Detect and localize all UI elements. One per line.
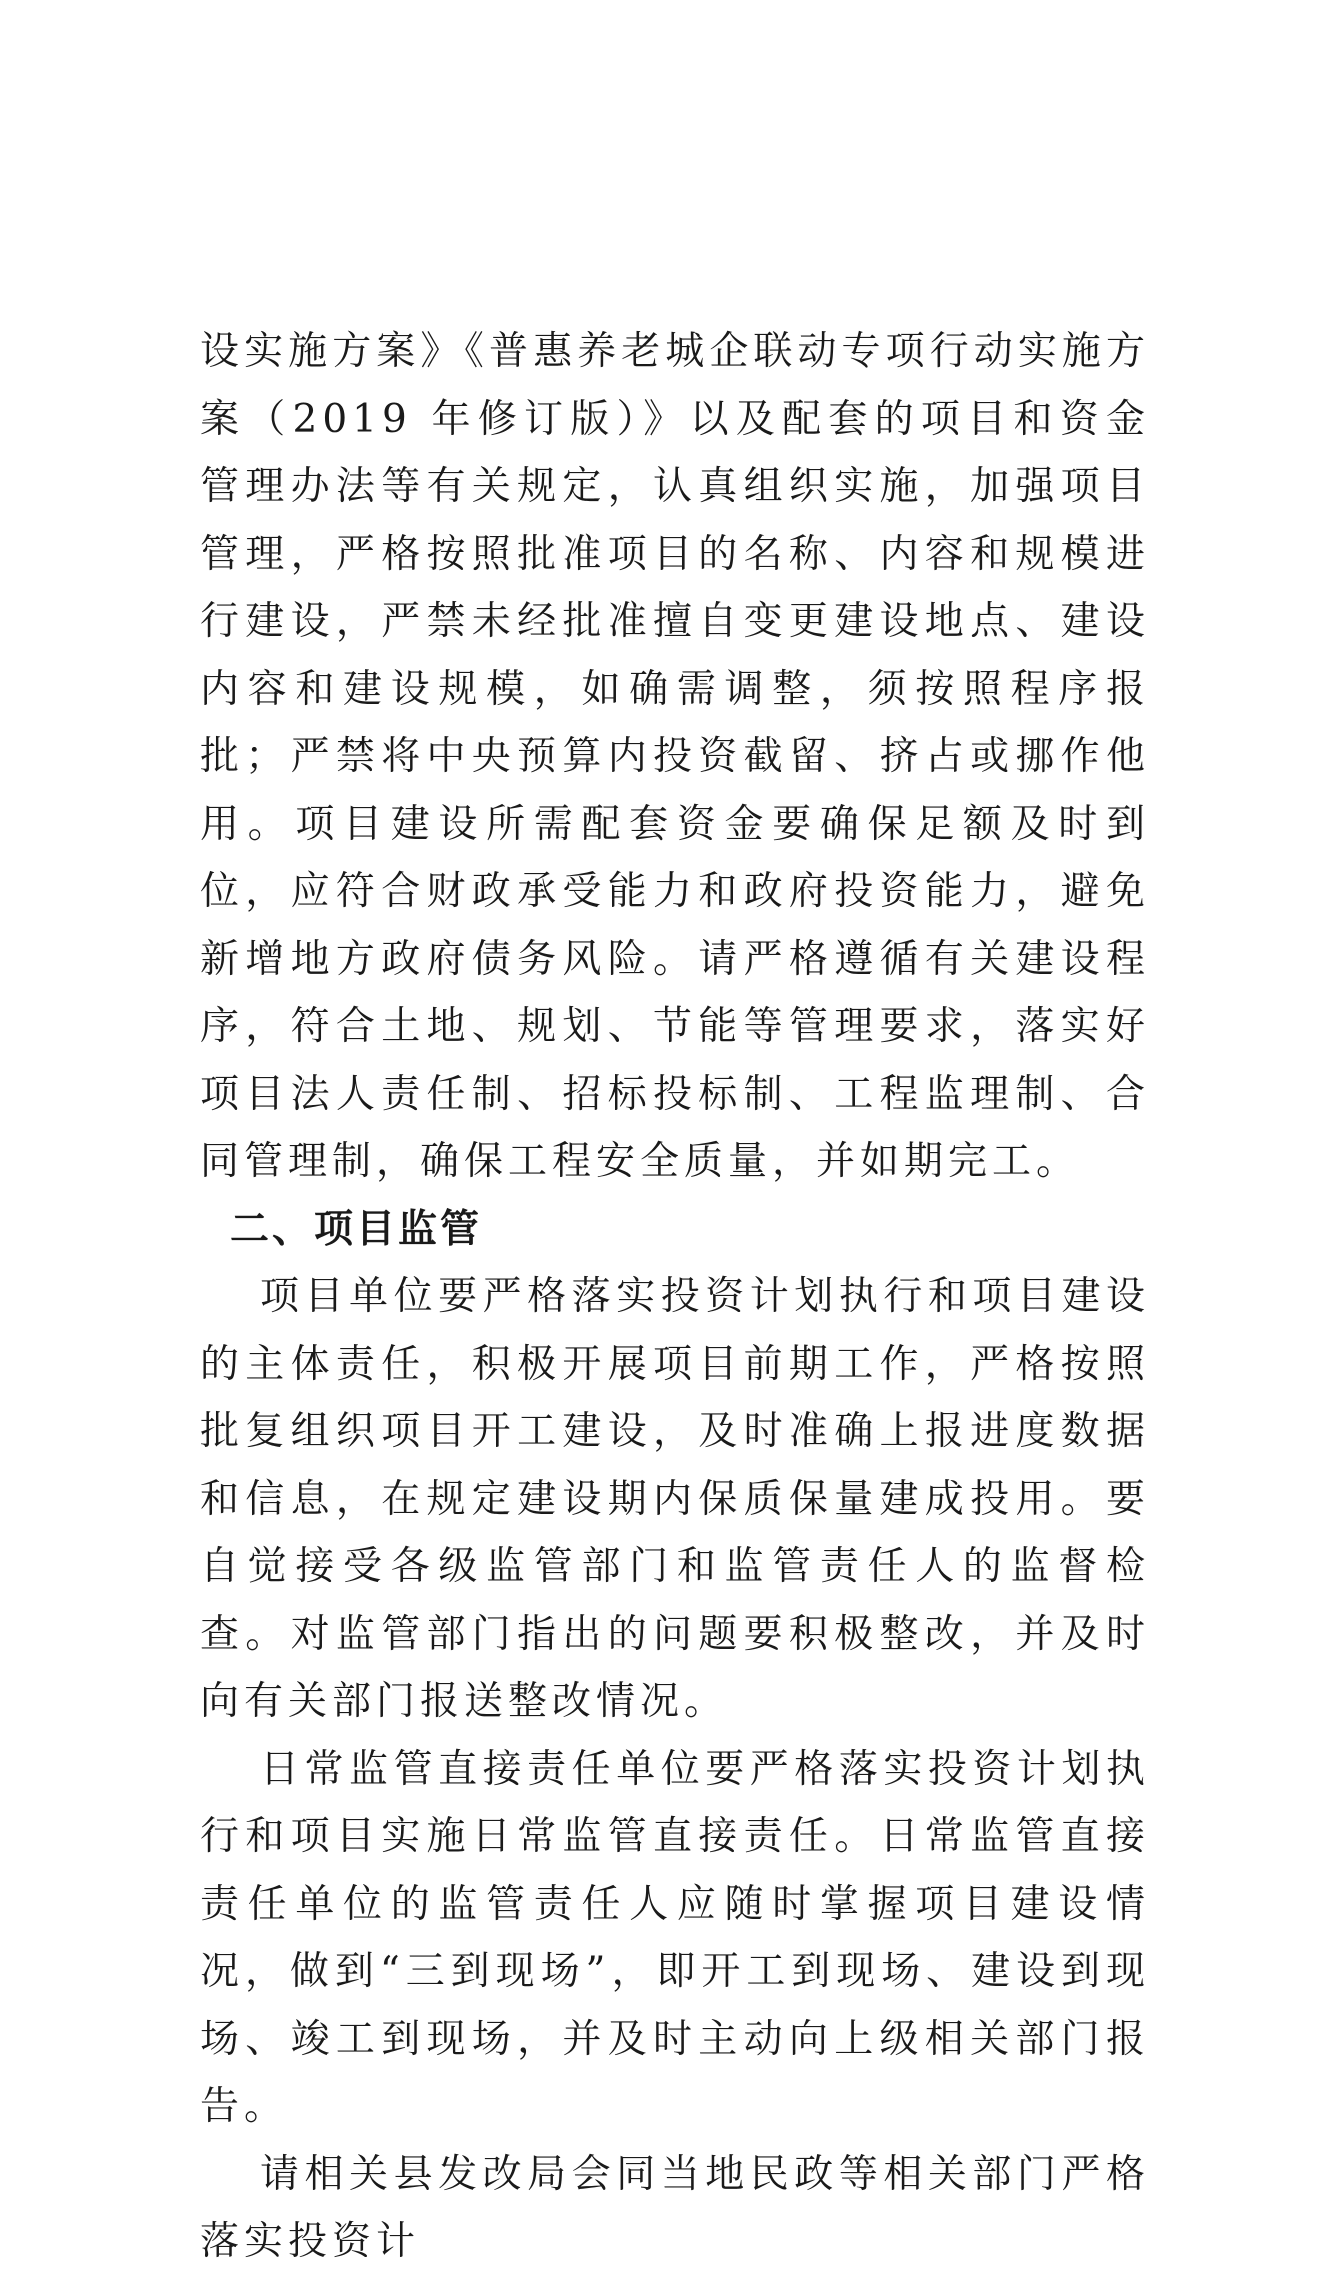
section-heading: 二、项目监管 — [230, 1206, 483, 1252]
document-body — [200, 318, 1150, 2276]
paragraph-county-bureau: 请相关县发改局会同当地民政等相关部门严格落实投资计 — [200, 2151, 1150, 2264]
intro-paragraph: 设实施方案》《普惠养老城企联动专项行动实施方案（2019 年修订版）》以及配套的项目和资金管理办法等有关规定，认真组织实施，加强项目管理，严格按照批准项目的名称、内容和规模进行建设，严禁未经批准擅自变更建设地点、建设内容和建设规模，如确需调整，须按照程序报批；严禁将中央预算内投资截留、挤占或挪作他用。项目建设所需配套资金要确保足额及时到位，应符合财政承受能力和政府投资能力，避免新增地方政府债务风险。请严格遵循有关建设程序，符合土地、规划、节能等管理要求，落实好项目法人责任制、招标投标制、工程监理制、合同管理制，确保工程安全质量，并如期完工。 — [200, 329, 1150, 1184]
paragraph-daily-supervision: 日常监管直接责任单位要严格落实投资计划执行和项目实施日常监管直接责任。日常监管直接责任单位的监管责任人应随时掌握项目建设情况，做到“三到现场”，即开工到现场、建设到现场、竣工到现场，并及时主动向上级相关部门报告。 — [200, 1746, 1150, 2129]
paragraph-project-unit: 项目单位要严格落实投资计划执行和项目建设的主体责任，积极开展项目前期工作，严格按照批复组织项目开工建设，及时准确上报进度数据和信息，在规定建设期内保质保量建成投用。要自觉接受各级监管部门和监管责任人的监督检查。对监管部门指出的问题要积极整改，并及时向有关部门报送整改情况。 — [200, 1274, 1150, 1724]
